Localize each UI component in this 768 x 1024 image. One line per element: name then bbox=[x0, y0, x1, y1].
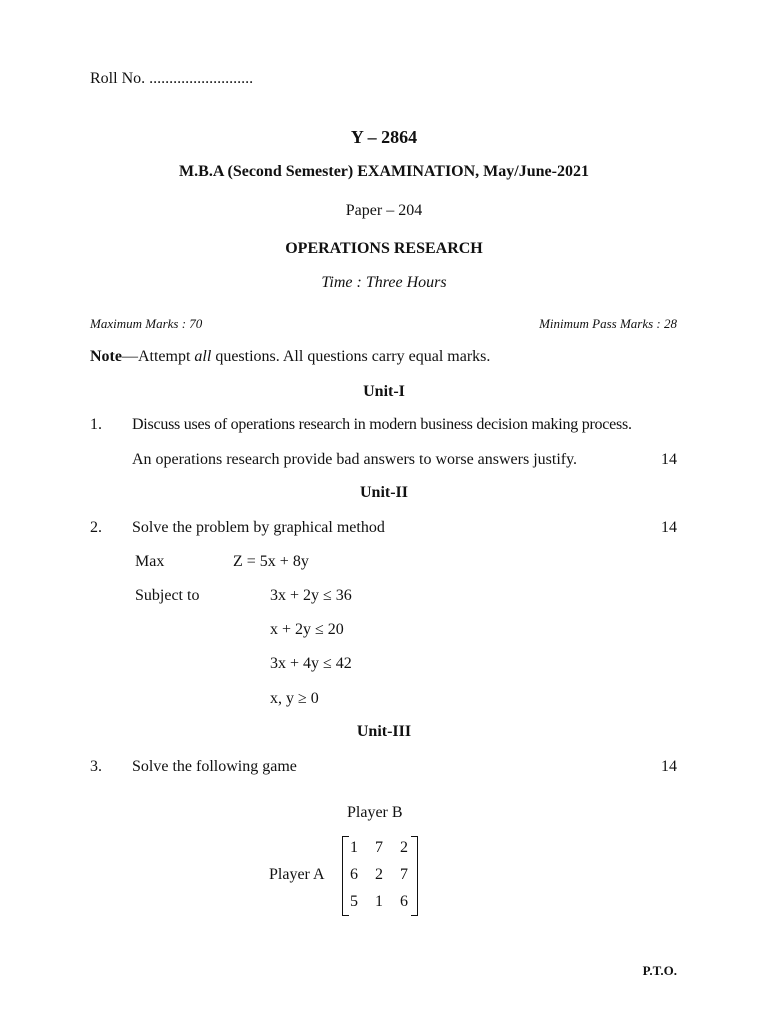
question-1-marks: 14 bbox=[661, 451, 677, 468]
constraint-3: 3x + 4y ≤ 42 bbox=[270, 655, 352, 672]
question-3-text: Solve the following game bbox=[132, 758, 297, 775]
matrix-cell: 2 bbox=[375, 866, 383, 883]
note-emphasis: all bbox=[194, 348, 212, 365]
matrix-cell: 5 bbox=[350, 893, 358, 910]
subject-title: OPERATIONS RESEARCH bbox=[285, 240, 483, 257]
unit-2-title: Unit-II bbox=[359, 484, 408, 501]
minimum-pass-marks: Minimum Pass Marks : 28 bbox=[539, 316, 677, 331]
payoff-matrix bbox=[342, 836, 418, 916]
unit-1-title: Unit-I bbox=[363, 383, 405, 400]
matrix-cell: 1 bbox=[350, 839, 358, 856]
constraint-1: 3x + 2y ≤ 36 bbox=[270, 587, 352, 604]
paper-code: Y – 2864 bbox=[350, 127, 418, 147]
constraint-2: x + 2y ≤ 20 bbox=[270, 621, 344, 638]
question-1-number: 1. bbox=[90, 416, 102, 433]
subject-to-label: Subject to bbox=[135, 587, 200, 604]
roll-number: Roll No. .......................... bbox=[90, 70, 254, 87]
question-3-number: 3. bbox=[90, 758, 102, 775]
note-text: —Attempt bbox=[121, 348, 195, 365]
note bbox=[90, 348, 490, 366]
maximum-marks: Maximum Marks : 70 bbox=[90, 316, 203, 331]
paper-number: Paper – 204 bbox=[345, 202, 423, 219]
matrix-cell: 2 bbox=[400, 839, 408, 856]
unit-3-title: Unit-III bbox=[356, 723, 412, 740]
exam-title: M.B.A (Second Semester) EXAMINATION, May/June-2021 bbox=[179, 163, 589, 180]
question-1-text: Discuss uses of operations research in modern business decision making process. bbox=[132, 416, 632, 433]
question-3-marks: 14 bbox=[661, 758, 677, 775]
player-a-label: Player A bbox=[269, 866, 325, 883]
question-2-number: 2. bbox=[90, 519, 102, 536]
constraint-4: x, y ≥ 0 bbox=[270, 690, 319, 707]
question-1-text-2: An operations research provide bad answers to worse answers justify. bbox=[132, 451, 578, 468]
please-turn-over: P.T.O. bbox=[642, 963, 677, 978]
question-2-text: Solve the problem by graphical method bbox=[132, 519, 385, 536]
question-2-marks: 14 bbox=[661, 519, 677, 536]
matrix-cell: 7 bbox=[400, 866, 408, 883]
matrix-cell: 6 bbox=[400, 893, 408, 910]
note-rest: questions. All questions carry equal marks. bbox=[211, 348, 491, 365]
matrix-cell: 7 bbox=[375, 839, 383, 856]
note-label: Note bbox=[90, 348, 122, 365]
player-b-label: Player B bbox=[347, 804, 403, 821]
matrix-cell: 6 bbox=[350, 866, 358, 883]
time-allowed: Time : Three Hours bbox=[321, 274, 447, 291]
matrix-cell: 1 bbox=[375, 893, 383, 910]
objective-function: Z = 5x + 8y bbox=[233, 553, 309, 570]
max-label: Max bbox=[135, 553, 165, 570]
